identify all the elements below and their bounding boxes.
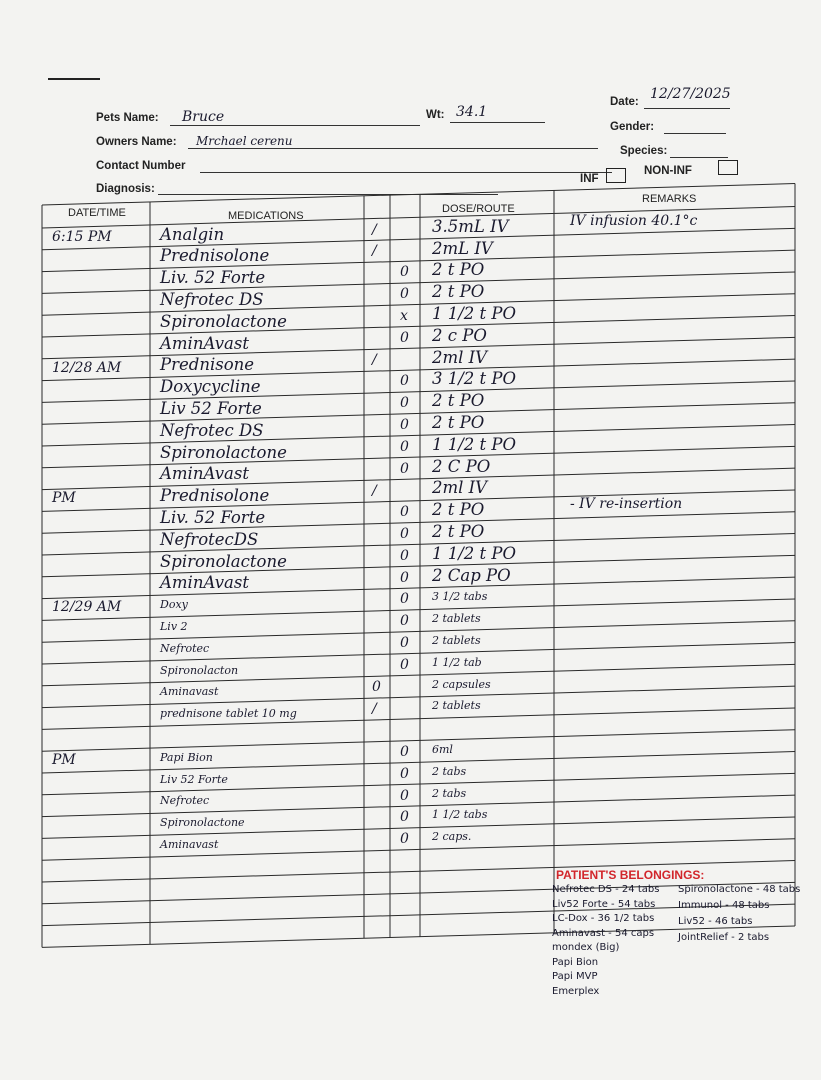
row-medication: Prednisolone (160, 246, 270, 266)
row-dose: 1 1/2 tab (432, 655, 482, 669)
row-medication: Doxy (160, 598, 188, 612)
diagnosis-label: Diagnosis: (96, 183, 155, 195)
row-medication: Nefrotec DS (160, 420, 264, 440)
row-medication: Nefrotec (160, 641, 210, 655)
row-datetime: 12/29 AM (52, 599, 122, 616)
row-check-2: x (400, 307, 408, 324)
row-check-2: 0 (400, 547, 409, 564)
belongings-col2-item: JointRelief - 2 tabs (678, 932, 770, 943)
row-medication: AminAvast (160, 333, 249, 353)
row-check-1: 0 (372, 679, 381, 696)
row-remarks: IV infusion 40.1°c (570, 212, 698, 229)
row-check-2: 0 (400, 504, 409, 521)
row-datetime: PM (52, 751, 76, 768)
belongings-col1-item: Nefrotec DS - 24 tabs (552, 884, 660, 895)
col-medications-header: MEDICATIONS (228, 210, 304, 222)
row-datetime: PM (52, 490, 76, 507)
row-medication: Liv. 52 Forte (160, 508, 266, 528)
row-dose: 2mL IV (432, 238, 493, 258)
row-medication: Nefrotec DS (160, 290, 264, 310)
row-check-2: 0 (400, 743, 409, 760)
belongings-col1-item: mondex (Big) (552, 942, 620, 953)
row-check-1: / (372, 352, 377, 369)
row-medication: Liv 52 Forte (160, 399, 262, 419)
row-check-1: / (372, 243, 377, 260)
row-medication: Spironolactone (160, 311, 287, 331)
belongings-col1-item: Liv52 Forte - 54 tabs (552, 898, 656, 910)
row-check-2: 0 (400, 395, 409, 412)
row-dose: 2 c PO (432, 325, 487, 345)
row-check-2: 0 (400, 765, 409, 782)
row-dose: 2 tabs (432, 786, 467, 800)
row-medication: Liv. 52 Forte (160, 268, 266, 288)
row-medication: Aminavast (160, 838, 219, 852)
row-dose: 3 1/2 tabs (432, 590, 488, 604)
species-label: Species: (620, 145, 668, 157)
row-dose: 2 t PO (432, 500, 485, 520)
col-dose-header: DOSE/ROUTE (442, 203, 515, 215)
wt-label: Wt: (426, 109, 445, 121)
row-medication: Spironolactone (160, 442, 287, 462)
contact-label: Contact Number (96, 160, 186, 172)
row-medication: Spironolactone (160, 816, 245, 830)
date-value: 12/27/2025 (650, 86, 731, 102)
row-check-2: 0 (400, 809, 409, 826)
row-check-2: 0 (400, 416, 409, 433)
row-medication: AminAvast (160, 464, 249, 484)
owners-name-label: Owners Name: (96, 136, 177, 148)
row-dose: 2ml IV (432, 478, 488, 498)
row-dose: 1 1/2 tabs (432, 808, 488, 822)
row-dose: 2 tablets (432, 699, 481, 713)
row-check-1: / (372, 221, 377, 238)
row-dose: 2 tablets (432, 612, 481, 626)
row-medication: Doxycycline (160, 377, 261, 397)
row-medication: NefrotecDS (160, 529, 259, 549)
row-medication: prednisone tablet 10 mg (160, 707, 297, 721)
date-label: Date: (610, 96, 639, 108)
row-check-2: 0 (400, 438, 409, 455)
belongings-title: PATIENT'S BELONGINGS: (556, 868, 705, 882)
row-check-2: 0 (400, 329, 409, 346)
row-medication: Prednisolone (160, 486, 270, 506)
gender-label: Gender: (610, 121, 655, 133)
row-medication: Prednisone (160, 355, 255, 375)
inf-label: INF (580, 173, 599, 185)
pets-name-value: Bruce (182, 109, 225, 125)
row-check-2: 0 (400, 787, 409, 804)
row-medication: Spironolacton (160, 663, 239, 677)
row-dose: 3.5mL IV (432, 216, 509, 236)
row-datetime: 12/28 AM (52, 359, 122, 376)
row-dose: 2 t PO (432, 282, 485, 302)
row-dose: 2 t PO (432, 522, 485, 542)
wt-value: 34.1 (456, 104, 488, 120)
col-remarks-header: REMARKS (642, 193, 697, 205)
belongings-col2-item: Spironolactone - 48 tabs (678, 884, 801, 895)
row-check-2: 0 (400, 591, 409, 608)
belongings-col1-item: Aminavast - 54 caps (552, 927, 655, 939)
row-dose: 2 t PO (432, 260, 485, 280)
row-medication: Analgin (160, 224, 225, 244)
row-medication: Liv 52 Forte (160, 772, 228, 786)
row-check-2: 0 (400, 286, 409, 303)
row-check-1: / (372, 701, 377, 718)
row-dose: 1 1/2 t PO (432, 304, 517, 324)
row-dose: 2 C PO (432, 456, 491, 476)
row-check-2: 0 (400, 634, 409, 651)
row-dose: 2 tabs (432, 764, 467, 778)
row-check-2: 0 (400, 525, 409, 542)
row-check-2: 0 (400, 613, 409, 630)
belongings-col2-item: Immunol - 48 tabs (678, 900, 770, 911)
row-remarks: - IV re-insertion (570, 496, 683, 513)
pets-name-label: Pets Name: (96, 112, 159, 124)
belongings-col1-item: Papi MVP (552, 971, 598, 982)
row-check-2: 0 (400, 831, 409, 848)
row-dose: 2 caps. (432, 830, 472, 844)
row-dose: 1 1/2 t PO (432, 543, 517, 563)
belongings-col2-item: Liv52 - 46 tabs (678, 916, 753, 927)
row-datetime: 6:15 PM (52, 228, 112, 245)
row-medication: Aminavast (160, 685, 219, 699)
row-check-2: 0 (400, 460, 409, 477)
row-check-2: 0 (400, 656, 409, 673)
row-dose: 2 Cap PO (432, 565, 511, 585)
col-datetime-header: DATE/TIME (68, 207, 126, 219)
belongings-col1-item: Papi Bion (552, 956, 599, 968)
belongings-col1-item: Emerplex (552, 985, 600, 997)
belongings-col1-item: LC-Dox - 36 1/2 tabs (552, 913, 655, 924)
row-dose: 3 1/2 t PO (432, 369, 517, 389)
row-dose: 6ml (432, 743, 453, 757)
row-medication: Liv 2 (160, 620, 188, 634)
row-medication: Papi Bion (160, 750, 213, 764)
row-dose: 1 1/2 t PO (432, 434, 517, 454)
row-check-2: 0 (400, 569, 409, 586)
row-check-2: 0 (400, 264, 409, 281)
row-medication: Nefrotec (160, 794, 210, 808)
row-dose: 2 capsules (432, 677, 491, 691)
row-dose: 2 t PO (432, 391, 485, 411)
row-dose: 2ml IV (432, 347, 488, 367)
row-medication: Spironolactone (160, 551, 287, 571)
row-dose: 2 t PO (432, 413, 485, 433)
row-check-1: / (372, 483, 377, 500)
owners-name-value: Mrchael cerenu (196, 134, 293, 148)
row-medication: AminAvast (160, 573, 249, 593)
row-check-2: 0 (400, 373, 409, 390)
row-dose: 2 tablets (432, 634, 481, 648)
noninf-label: NON-INF (644, 165, 692, 177)
